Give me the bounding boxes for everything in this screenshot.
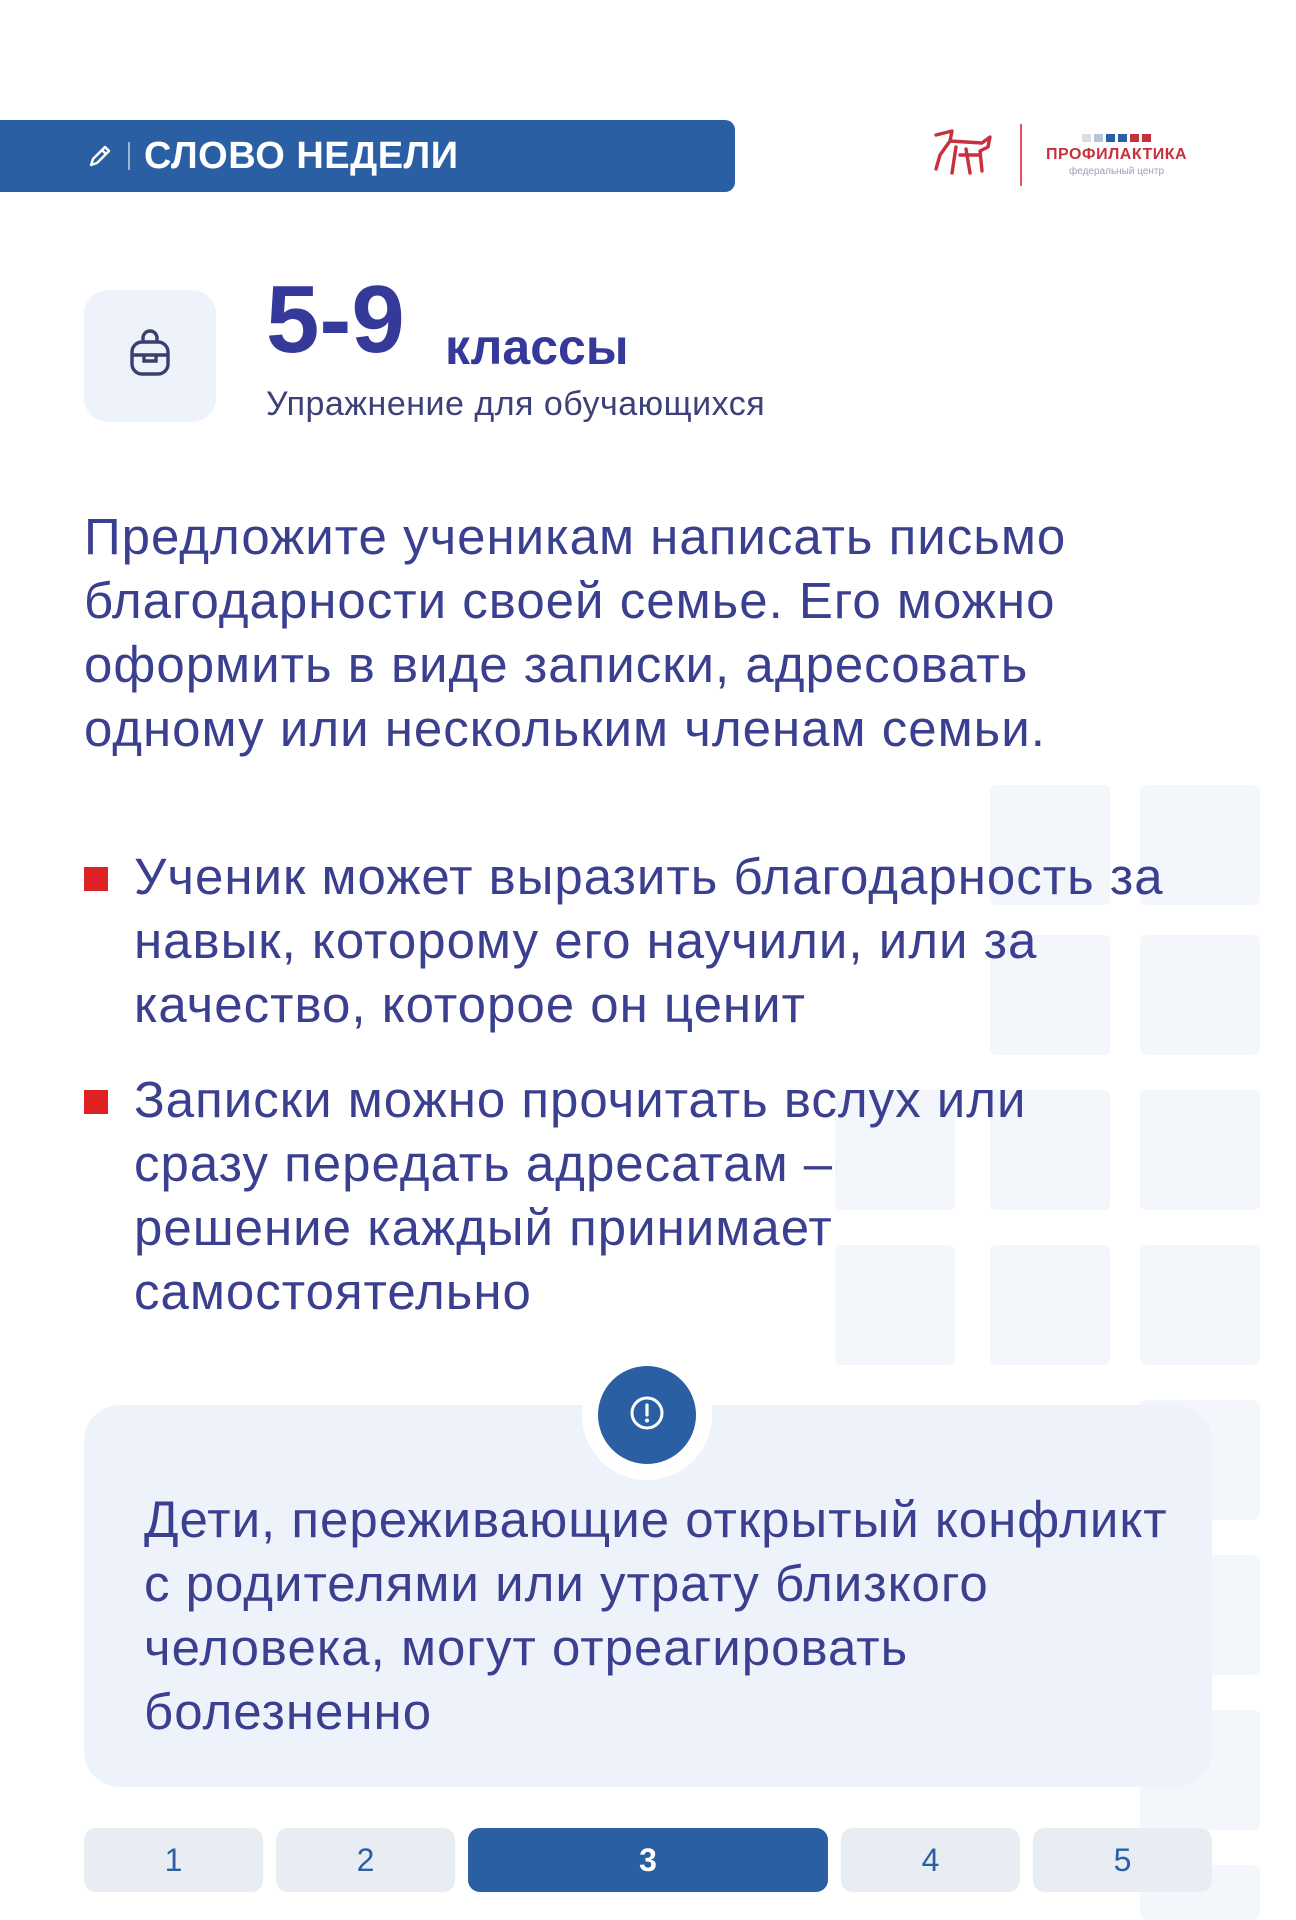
logo-subtitle: федеральный центр [1069, 165, 1165, 177]
logo-flags [1082, 134, 1151, 142]
page-button-5[interactable]: 5 [1033, 1828, 1212, 1892]
grade-word: классы [445, 319, 629, 375]
grade-number: 5-9 [266, 266, 405, 373]
profilaktika-logo [1046, 134, 1187, 177]
warning-text: Дети, переживающие открытый конфликт с родителями или утрату близкого человека, могут отреагировать болезненно [144, 1491, 1168, 1740]
pagination [84, 1828, 1212, 1892]
bullet-square-icon [84, 1090, 108, 1114]
bullet-square-icon [84, 867, 108, 891]
page-button-2[interactable]: 2 [276, 1828, 455, 1892]
bullet-text: Ученик может выразить благодарность за навык, которому его научили, или за качество, которое он ценит [134, 848, 1164, 1033]
header-title: СЛОВО НЕДЕЛИ [144, 134, 459, 177]
horse-logo-icon [930, 125, 996, 186]
logo-name: ПРОФИЛАКТИКА [1046, 145, 1188, 163]
intro-paragraph: Предложите ученикам написать письмо благодарности своей семье. Его можно оформить в виде записки, адресовать одному или нескольким членам семьи. [84, 508, 1067, 757]
header-separator [128, 142, 130, 170]
list-item [84, 1068, 1234, 1324]
page-button-3-current[interactable]: 3 [468, 1828, 828, 1892]
section-header [0, 120, 735, 192]
exclamation-circle-icon [628, 1394, 666, 1437]
warning-badge-circle [598, 1366, 696, 1464]
pencil-icon [86, 141, 116, 171]
warning-badge [582, 1350, 712, 1480]
backpack-icon [124, 328, 176, 385]
bullet-text: Записки можно прочитать вслух или сразу передать адресатам – решение каждый принимает самостоятельно [134, 1071, 1027, 1320]
list-item [84, 845, 1234, 1037]
grade-icon-box [84, 290, 216, 422]
logo-area [930, 120, 1230, 190]
page-button-4[interactable]: 4 [841, 1828, 1020, 1892]
grade-subtitle: Упражнение для обучающихся [266, 385, 766, 423]
page-button-1[interactable]: 1 [84, 1828, 263, 1892]
logo-divider [1020, 124, 1022, 186]
